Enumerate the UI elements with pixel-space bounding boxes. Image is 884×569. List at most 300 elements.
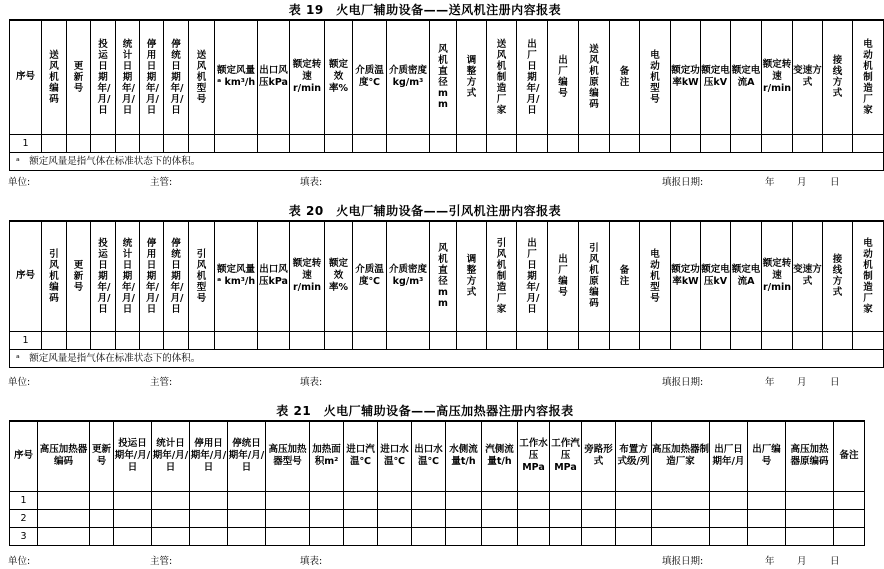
- column-header: [310, 421, 344, 491]
- table-cell[interactable]: [140, 134, 164, 152]
- column-header-label: 旁路形式: [584, 444, 613, 468]
- column-header: [579, 221, 610, 331]
- table-cell[interactable]: [550, 527, 582, 545]
- column-header-label: 额定转速r/min: [292, 59, 322, 95]
- table-cell[interactable]: [344, 491, 378, 509]
- column-header: [152, 421, 190, 491]
- column-header-label: 变速方式: [793, 264, 822, 288]
- table-cell[interactable]: [748, 527, 786, 545]
- table-cell[interactable]: [412, 527, 446, 545]
- column-header-label: 调整方式: [466, 55, 477, 100]
- table-cell[interactable]: [378, 509, 412, 527]
- table-cell[interactable]: [190, 527, 228, 545]
- footer-unit: 单位:: [8, 177, 31, 188]
- column-header: [640, 20, 671, 134]
- column-header-label: 加热面积m²: [312, 444, 341, 468]
- table-cell[interactable]: [266, 509, 310, 527]
- table-cell[interactable]: [38, 527, 90, 545]
- column-header-label: 汽侧流量t/h: [485, 444, 514, 468]
- table-cell[interactable]: [457, 134, 487, 152]
- table-cell[interactable]: [164, 331, 189, 349]
- footer-year: 年: [765, 377, 775, 388]
- column-header: [550, 421, 582, 491]
- column-header-label: 高压加热器原编码: [790, 444, 829, 468]
- footer-year: 年: [765, 177, 775, 188]
- column-header-label: 调整方式: [466, 254, 477, 299]
- column-header: [290, 20, 325, 134]
- column-header-label: 备注: [839, 450, 859, 462]
- table-cell[interactable]: [582, 491, 616, 509]
- table-cell[interactable]: [378, 491, 412, 509]
- table-cell[interactable]: [518, 491, 550, 509]
- column-header: [582, 421, 616, 491]
- column-header-label: 统计日期年/月/日: [122, 237, 135, 315]
- table-cell[interactable]: [67, 331, 91, 349]
- footnote: ᵃ 额定风量是指气体在标准状态下的体积。: [10, 152, 884, 170]
- footer-supervisor: 主管:: [150, 377, 173, 388]
- column-header-label: 电动机型号: [650, 49, 660, 105]
- column-header-label: 序号: [13, 450, 33, 462]
- table-cell[interactable]: [457, 331, 487, 349]
- table-cell[interactable]: [517, 331, 548, 349]
- column-header: [344, 421, 378, 491]
- table-cell[interactable]: [487, 134, 517, 152]
- footer-unit: 单位:: [8, 377, 31, 388]
- column-header-label: 出厂日期年/月/日: [526, 38, 540, 116]
- column-header: [189, 221, 215, 331]
- table-cell[interactable]: [762, 331, 793, 349]
- table-cell[interactable]: [616, 509, 652, 527]
- column-header-label: 介质密度kg/m³: [388, 65, 427, 89]
- table-cell[interactable]: [91, 134, 116, 152]
- column-header: [164, 221, 189, 331]
- column-header: [67, 20, 91, 134]
- column-header-label: 额定电流A: [731, 65, 761, 89]
- table-cell[interactable]: [652, 527, 710, 545]
- table-cell[interactable]: [446, 509, 482, 527]
- column-header: [487, 20, 517, 134]
- table-cell[interactable]: [482, 509, 518, 527]
- column-header-label: 停统日期年/月/日: [170, 38, 184, 116]
- column-header: [748, 421, 786, 491]
- table-cell[interactable]: [731, 134, 762, 152]
- row-number: 1: [10, 331, 42, 349]
- column-header-label: 电动机制造厂家: [863, 237, 873, 315]
- column-header-label: 更新号: [73, 60, 84, 94]
- column-header-label: 介质温度℃: [355, 264, 384, 288]
- column-header: [10, 421, 38, 491]
- table-cell[interactable]: [215, 134, 258, 152]
- column-header: [38, 421, 90, 491]
- table-cell[interactable]: [114, 491, 152, 509]
- table-cell[interactable]: [793, 134, 823, 152]
- table-cell[interactable]: [652, 509, 710, 527]
- table-cell[interactable]: [701, 134, 731, 152]
- column-header-label: 额定风量ᵃ km³/h: [216, 65, 256, 89]
- table-cell[interactable]: [189, 134, 215, 152]
- table-cell[interactable]: [793, 331, 823, 349]
- column-header: [266, 421, 310, 491]
- column-header-label: 风机直径mm: [438, 243, 448, 310]
- table19-title: 表 19 火电厂辅助设备——送风机注册内容报表: [288, 3, 562, 17]
- table-cell[interactable]: [579, 331, 610, 349]
- column-header-label: 接线方式: [832, 55, 843, 100]
- column-header: [457, 20, 487, 134]
- footer-supervisor: 主管:: [150, 177, 173, 188]
- table-cell[interactable]: [610, 134, 640, 152]
- table-cell[interactable]: [90, 491, 114, 509]
- column-header-label: 引风机型号: [196, 248, 207, 304]
- footer-day: 日: [830, 177, 840, 188]
- table-row: [10, 331, 884, 349]
- table-cell[interactable]: [548, 134, 579, 152]
- table-cell[interactable]: [152, 527, 190, 545]
- table-cell[interactable]: [310, 527, 344, 545]
- table-cell[interactable]: [853, 134, 884, 152]
- table-cell[interactable]: [834, 509, 865, 527]
- footer-filler: 填表:: [300, 177, 323, 188]
- table20-header-row: [10, 221, 884, 331]
- column-header-label: 更新号: [91, 444, 111, 468]
- table-cell[interactable]: [116, 331, 140, 349]
- table-cell[interactable]: [310, 509, 344, 527]
- table-cell[interactable]: [487, 331, 517, 349]
- column-header: [91, 221, 116, 331]
- table-cell[interactable]: [266, 527, 310, 545]
- column-header: [652, 421, 710, 491]
- column-header: [189, 20, 215, 134]
- table-cell[interactable]: [518, 509, 550, 527]
- column-header: [823, 20, 853, 134]
- table-cell[interactable]: [518, 527, 550, 545]
- column-header: [487, 221, 517, 331]
- column-header-label: 序号: [15, 270, 35, 282]
- table-cell[interactable]: [701, 331, 731, 349]
- table-cell[interactable]: [652, 491, 710, 509]
- table-cell[interactable]: [671, 134, 701, 152]
- column-header: [853, 20, 884, 134]
- table-cell[interactable]: [215, 331, 258, 349]
- footnote: ᵃ 额定风量是指气体在标准状态下的体积。: [10, 349, 884, 367]
- column-header-label: 进口水温℃: [380, 444, 409, 468]
- column-header: [378, 421, 412, 491]
- footer-date-label: 填报日期:: [662, 556, 704, 567]
- column-header-label: 变速方式: [793, 65, 822, 89]
- column-header: [517, 20, 548, 134]
- table-cell[interactable]: [579, 134, 610, 152]
- table-cell[interactable]: [430, 134, 457, 152]
- column-header: [786, 421, 834, 491]
- table-cell[interactable]: [387, 134, 430, 152]
- table-cell[interactable]: [748, 509, 786, 527]
- table-row: [10, 527, 865, 545]
- column-header-label: 额定转速r/min: [762, 59, 792, 95]
- column-header-label: 停统日期年/月/日: [228, 438, 265, 474]
- table-cell[interactable]: [616, 527, 652, 545]
- column-header: [701, 20, 731, 134]
- column-header: [91, 20, 116, 134]
- table-cell[interactable]: [710, 491, 748, 509]
- column-header: [731, 221, 762, 331]
- column-header: [116, 221, 140, 331]
- table-cell[interactable]: [152, 491, 190, 509]
- column-header: [762, 221, 793, 331]
- column-header: [579, 20, 610, 134]
- table-cell[interactable]: [189, 331, 215, 349]
- column-header: [215, 221, 258, 331]
- table-row: [10, 134, 884, 152]
- table-cell[interactable]: [378, 527, 412, 545]
- column-header: [67, 221, 91, 331]
- table-cell[interactable]: [823, 134, 853, 152]
- column-header: [610, 20, 640, 134]
- column-header: [215, 20, 258, 134]
- table-cell[interactable]: [548, 331, 579, 349]
- table19-footer: [0, 174, 850, 188]
- column-header-label: 备注: [619, 265, 630, 288]
- table-cell[interactable]: [640, 134, 671, 152]
- column-header-label: 投运日期年/月/日: [114, 438, 151, 474]
- column-header-label: 序号: [15, 71, 35, 83]
- column-header: [610, 221, 640, 331]
- table-cell[interactable]: [290, 134, 325, 152]
- column-header-label: 备注: [619, 66, 630, 89]
- footer-date-label: 填报日期:: [662, 177, 704, 188]
- footer-unit: 单位:: [8, 556, 31, 567]
- column-header: [671, 20, 701, 134]
- table-cell[interactable]: [482, 491, 518, 509]
- table-cell[interactable]: [344, 527, 378, 545]
- column-header-label: 引风机原编码: [589, 243, 599, 310]
- table-cell[interactable]: [731, 331, 762, 349]
- table-cell[interactable]: [42, 331, 67, 349]
- table-cell[interactable]: [228, 491, 266, 509]
- table-cell[interactable]: [387, 331, 430, 349]
- table-cell[interactable]: [482, 527, 518, 545]
- column-header: [42, 20, 67, 134]
- column-header-label: 引风机编码: [49, 248, 59, 304]
- table20-title: 表 20 火电厂辅助设备——引风机注册内容报表: [288, 204, 562, 218]
- table-cell[interactable]: [610, 331, 640, 349]
- column-header: [353, 20, 387, 134]
- column-header-label: 引风机制造厂家: [496, 237, 507, 315]
- table19-header-row: [10, 20, 884, 134]
- column-header: [430, 221, 457, 331]
- column-header-label: 额定效率%: [328, 59, 349, 95]
- table-cell[interactable]: [164, 134, 189, 152]
- table-cell[interactable]: [834, 491, 865, 509]
- footer-month: 月: [797, 377, 807, 388]
- column-header: [10, 221, 42, 331]
- column-header: [114, 421, 152, 491]
- column-header: [731, 20, 762, 134]
- column-header-label: 进口汽温℃: [346, 444, 375, 468]
- table-cell[interactable]: [582, 509, 616, 527]
- column-header: [90, 421, 114, 491]
- table-cell[interactable]: [616, 491, 652, 509]
- footer-month: 月: [797, 556, 807, 567]
- table-cell[interactable]: [38, 509, 90, 527]
- column-header-label: 介质密度kg/m³: [388, 264, 427, 288]
- table-cell[interactable]: [640, 331, 671, 349]
- column-header-label: 出厂编号: [558, 55, 568, 100]
- column-header: [228, 421, 266, 491]
- table-cell[interactable]: [748, 491, 786, 509]
- column-header: [325, 20, 353, 134]
- column-header-label: 出厂日期年/月/日: [526, 237, 540, 315]
- column-header: [387, 221, 430, 331]
- column-header: [10, 20, 42, 134]
- column-header: [387, 20, 430, 134]
- column-header-label: 额定电流A: [731, 264, 761, 288]
- table-cell[interactable]: [353, 134, 387, 152]
- column-header-label: 高压加热器制造厂家: [652, 444, 710, 468]
- table-cell[interactable]: [310, 491, 344, 509]
- column-header-label: 送风机型号: [196, 49, 207, 105]
- table-cell[interactable]: [190, 491, 228, 509]
- table-cell[interactable]: [710, 527, 748, 545]
- column-header-label: 额定电压kV: [701, 65, 730, 89]
- table21-footer: [0, 553, 850, 567]
- table-cell[interactable]: [91, 331, 116, 349]
- note-row: [10, 152, 884, 170]
- table-cell[interactable]: [412, 509, 446, 527]
- column-header: [548, 221, 579, 331]
- table-cell[interactable]: [853, 331, 884, 349]
- column-header-label: 出厂日期年/月: [712, 444, 745, 468]
- table-cell[interactable]: [823, 331, 853, 349]
- column-header: [116, 20, 140, 134]
- row-number: 3: [10, 527, 38, 545]
- table-cell[interactable]: [258, 331, 290, 349]
- column-header: [834, 421, 865, 491]
- table-cell[interactable]: [228, 527, 266, 545]
- table-cell[interactable]: [786, 509, 834, 527]
- table-cell[interactable]: [114, 527, 152, 545]
- table-row: [10, 509, 865, 527]
- column-header: [258, 221, 290, 331]
- table-cell[interactable]: [228, 509, 266, 527]
- table-row: [10, 491, 865, 509]
- column-header: [164, 20, 189, 134]
- column-header: [290, 221, 325, 331]
- column-header: [140, 221, 164, 331]
- table-cell[interactable]: [90, 527, 114, 545]
- table-cell[interactable]: [290, 331, 325, 349]
- column-header: [517, 221, 548, 331]
- column-header-label: 额定效率%: [328, 258, 349, 294]
- table-cell[interactable]: [42, 134, 67, 152]
- table-cell[interactable]: [446, 527, 482, 545]
- column-header-label: 工作汽压MPa: [551, 438, 580, 474]
- column-header-label: 高压加热器型号: [268, 444, 307, 468]
- column-header-label: 布置方式级/列: [617, 444, 650, 468]
- table-cell[interactable]: [786, 527, 834, 545]
- table-cell[interactable]: [430, 331, 457, 349]
- column-header-label: 送风机编码: [49, 49, 59, 105]
- table-cell[interactable]: [550, 491, 582, 509]
- footer-filler: 填表:: [300, 377, 323, 388]
- column-header-label: 水侧流量t/h: [449, 444, 478, 468]
- table-cell[interactable]: [90, 509, 114, 527]
- column-header: [710, 421, 748, 491]
- column-header: [762, 20, 793, 134]
- column-header-label: 送风机原编码: [589, 44, 599, 111]
- footer-day: 日: [830, 556, 840, 567]
- table-cell[interactable]: [517, 134, 548, 152]
- table-cell[interactable]: [190, 509, 228, 527]
- column-header-label: 停用日期年/月/日: [146, 237, 159, 315]
- column-header-label: 送风机制造厂家: [496, 38, 507, 116]
- column-header: [548, 20, 579, 134]
- column-header-label: 高压加热器编码: [39, 444, 88, 468]
- column-header: [258, 20, 290, 134]
- column-header-label: 介质温度℃: [355, 65, 384, 89]
- column-header: [616, 421, 652, 491]
- column-header-label: 停用日期年/月/日: [190, 438, 227, 474]
- table-cell[interactable]: [140, 331, 164, 349]
- column-header: [457, 221, 487, 331]
- column-header-label: 工作水压MPa: [519, 438, 548, 474]
- table-cell[interactable]: [67, 134, 91, 152]
- column-header-label: 额定功率kW: [671, 264, 700, 288]
- table-cell[interactable]: [38, 491, 90, 509]
- table-cell[interactable]: [834, 527, 865, 545]
- table-cell[interactable]: [325, 331, 353, 349]
- table-cell[interactable]: [325, 134, 353, 152]
- row-number: 1: [10, 134, 42, 152]
- column-header-label: 出厂编号: [558, 254, 568, 299]
- column-header-label: 额定电压kV: [701, 264, 730, 288]
- footer-day: 日: [830, 377, 840, 388]
- table-cell[interactable]: [671, 331, 701, 349]
- table-cell[interactable]: [353, 331, 387, 349]
- table-cell[interactable]: [266, 491, 310, 509]
- table-cell[interactable]: [582, 527, 616, 545]
- column-header: [671, 221, 701, 331]
- column-header: [42, 221, 67, 331]
- column-header-label: 风机直径mm: [438, 44, 448, 111]
- column-header: [823, 221, 853, 331]
- column-header: [518, 421, 550, 491]
- column-header-label: 电动机制造厂家: [863, 38, 873, 116]
- table-cell[interactable]: [710, 509, 748, 527]
- table-cell[interactable]: [762, 134, 793, 152]
- table19-fan-registration: [9, 19, 884, 171]
- table-cell[interactable]: [258, 134, 290, 152]
- table-cell[interactable]: [344, 509, 378, 527]
- table-cell[interactable]: [116, 134, 140, 152]
- column-header-label: 额定转速r/min: [292, 258, 322, 294]
- table-cell[interactable]: [786, 491, 834, 509]
- row-number: 2: [10, 509, 38, 527]
- column-header: [430, 20, 457, 134]
- table-cell[interactable]: [550, 509, 582, 527]
- column-header-label: 统计日期年/月/日: [122, 38, 135, 116]
- footer-month: 月: [797, 177, 807, 188]
- column-header: [446, 421, 482, 491]
- column-header-label: 投运日期年/月/日: [97, 237, 111, 315]
- table-cell[interactable]: [114, 509, 152, 527]
- table-cell[interactable]: [412, 491, 446, 509]
- row-number: 1: [10, 491, 38, 509]
- column-header: [853, 221, 884, 331]
- table21-heater-registration: [9, 420, 865, 546]
- table-cell[interactable]: [446, 491, 482, 509]
- footer-filler: 填表:: [300, 556, 323, 567]
- column-header-label: 出口风压kPa: [259, 264, 288, 288]
- table-cell[interactable]: [152, 509, 190, 527]
